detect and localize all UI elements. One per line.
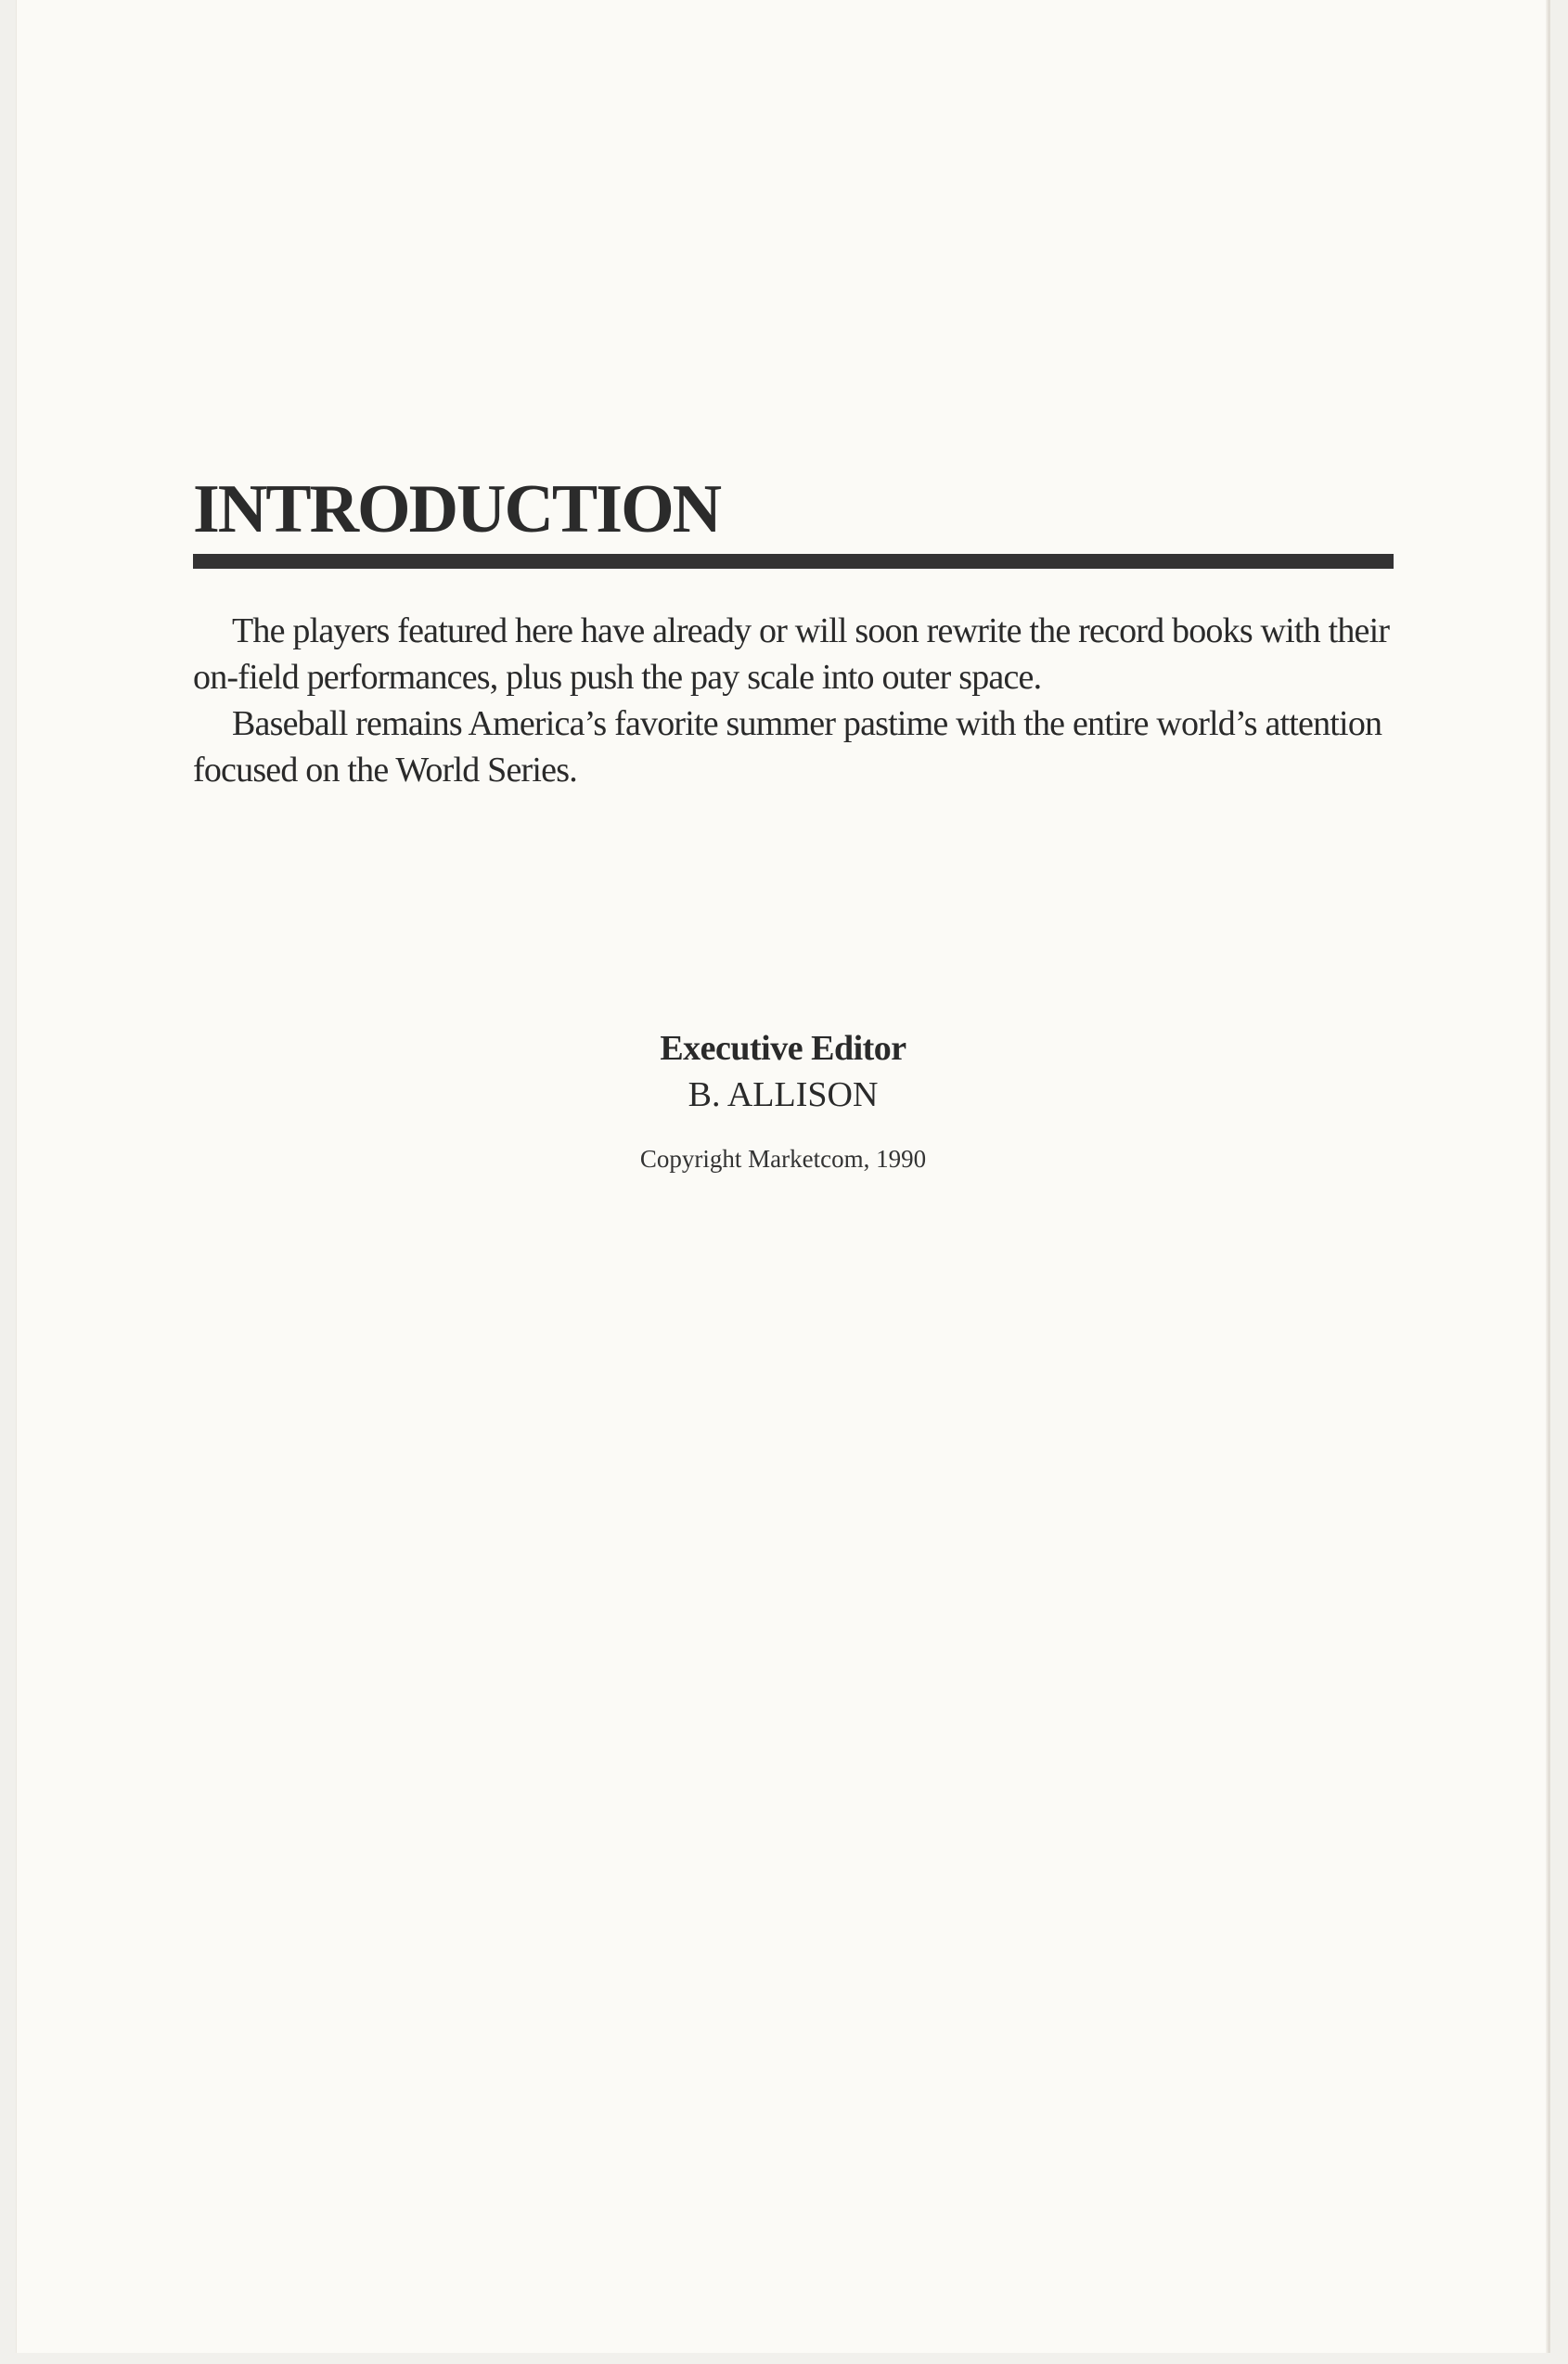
document-page: [17, 0, 1549, 2353]
intro-body: [193, 608, 1399, 793]
intro-paragraph-1: The players featured here have already or will soon rewrite the record books with their on-field performances, plus push the pay scale into outer space.: [193, 611, 1390, 697]
intro-paragraph-2: Baseball remains America’s favorite summer pastime with the entire world’s attention focused on the World Series.: [193, 704, 1382, 790]
heading-rule: [193, 554, 1394, 569]
page-edge-shadow: [1546, 0, 1549, 2353]
editor-title: Executive Editor: [660, 1029, 906, 1068]
copyright-notice: Copyright Marketcom, 1990: [639, 1145, 927, 1173]
credits-block: [17, 1025, 1549, 1176]
page-heading: INTRODUCTION: [193, 471, 721, 547]
editor-name: B. ALLISON: [688, 1075, 879, 1114]
